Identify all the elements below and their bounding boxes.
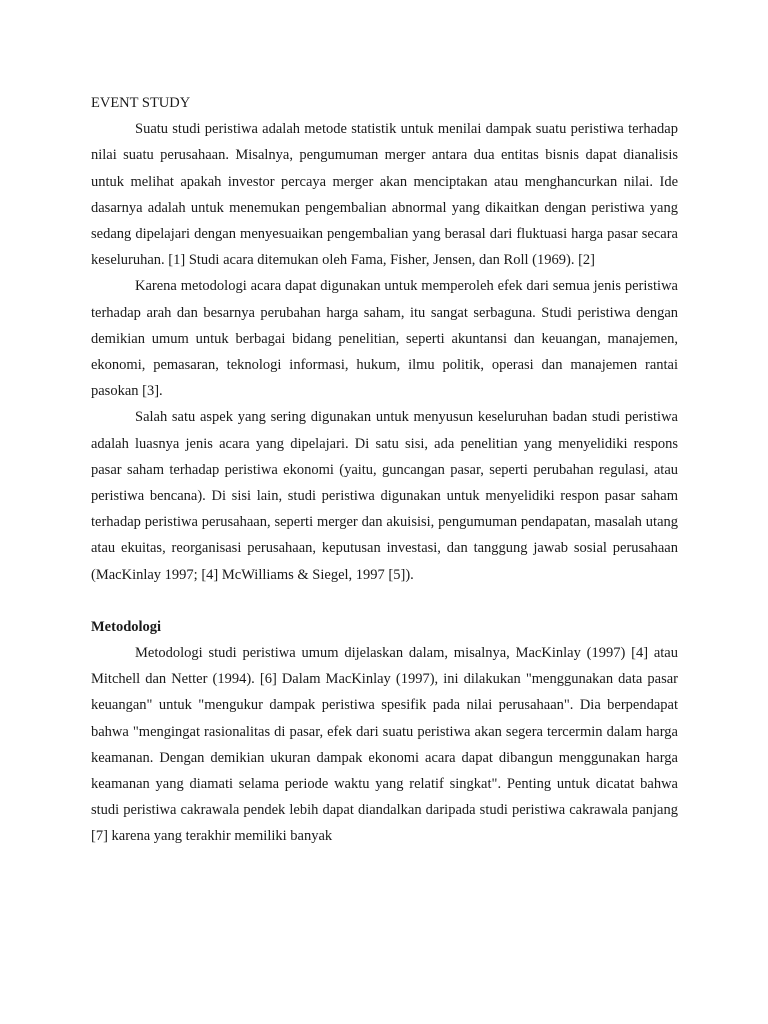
document-title: EVENT STUDY [91,95,191,111]
document-body [91,90,678,850]
section-paragraph-1: Metodologi studi peristiwa umum dijelaskan dalam, misalnya, MacKinlay (1997) [4] atau Mitchell dan Netter (1994). [6] Dalam MacKinlay (1997), ini dilakukan "menggunakan data pasar keuangan" untuk "mengukur dampak peristiwa spesifik pada nilai perusahaan". Dia berpendapat bahwa "mengingat rasionalitas di pasar, efek dari suatu peristiwa akan segera tercermin dalam harga keamanan. Dengan demikian ukuran dampak ekonomi acara dapat dibangun menggunakan harga keamanan yang diamati selama periode waktu yang relatif singkat". Penting untuk dicatat bahwa studi peristiwa cakrawala pendek lebih dapat diandalkan daripada studi peristiwa cakrawala panjang [7] karena yang terakhir memiliki banyak [91,645,678,845]
paragraph-2: Karena metodologi acara dapat digunakan untuk memperoleh efek dari semua jenis peristiwa terhadap arah dan besarnya perubahan harga saham, itu sangat serbaguna. Studi peristiwa dengan demikian umum untuk berbagai bidang penelitian, seperti akuntansi dan keuangan, manajemen, ekonomi, pemasaran, teknologi informasi, hukum, ilmu politik, operasi dan manajemen rantai pasokan [3]. [91,278,678,400]
section-heading-metodologi: Metodologi [91,618,162,635]
paragraph-1: Suatu studi peristiwa adalah metode statistik untuk menilai dampak suatu peristiwa terhadap nilai suatu perusahaan. Misalnya, pengumuman merger antara dua entitas bisnis dapat dianalisis untuk melihat apakah investor percaya merger akan menciptakan atau menghancurkan nilai. Ide dasarnya adalah untuk menemukan pengembalian abnormal yang dikaitkan dengan peristiwa yang sedang dipelajari dengan menyesuaikan pengembalian yang berasal dari fluktuasi harga pasar secara keseluruhan. [1] Studi acara ditemukan oleh Fama, Fisher, Jensen, dan Roll (1969). [2] [91,121,678,269]
paragraph-3: Salah satu aspek yang sering digunakan untuk menyusun keseluruhan badan studi peristiwa adalah luasnya jenis acara yang dipelajari. Di satu sisi, ada penelitian yang menyelidiki respons pasar saham terhadap peristiwa ekonomi (yaitu, guncangan pasar, seperti perubahan regulasi, atau peristiwa bencana). Di sisi lain, studi peristiwa digunakan untuk menyelidiki respon pasar saham terhadap peristiwa perusahaan, seperti merger dan akuisisi, pengumuman pendapatan, masalah utang atau ekuitas, reorganisasi perusahaan, keputusan investasi, dan tanggung jawab sosial perusahaan (MacKinlay 1997; [4] McWilliams & Siegel, 1997 [5]). [91,409,678,583]
